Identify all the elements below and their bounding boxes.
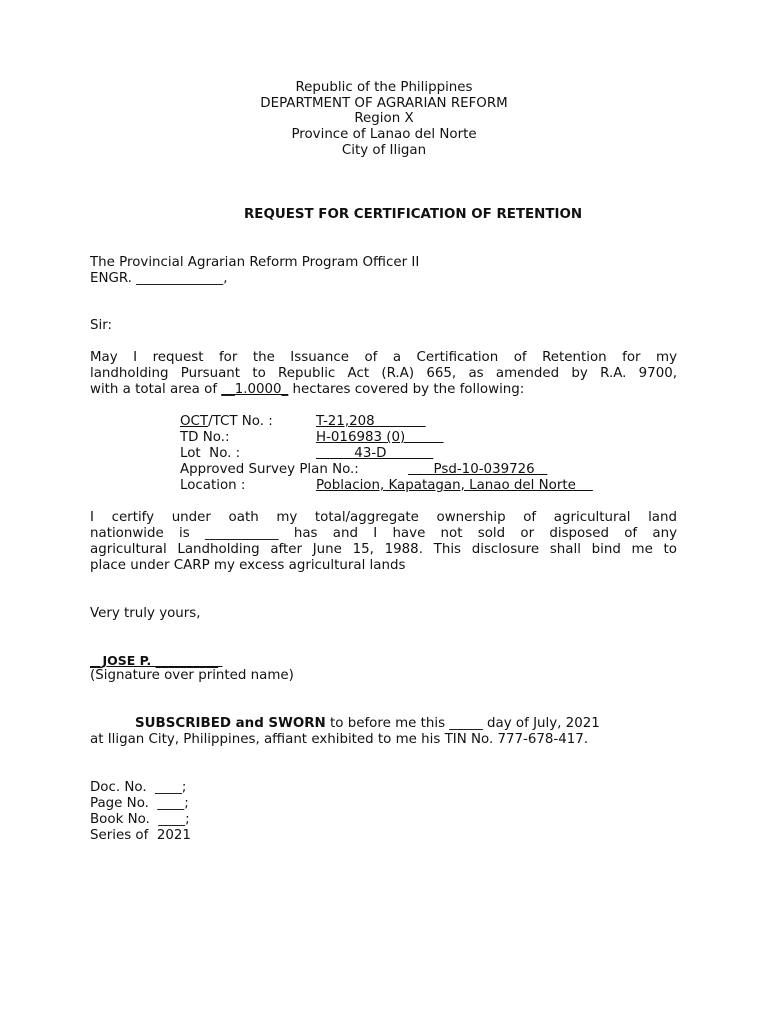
oct-label [180,414,273,430]
closing: Very truly yours, [90,606,201,621]
oct-label-underlined: OCT [180,414,209,429]
document-title: REQUEST FOR CERTIFICATION OF RETENTION [244,207,583,222]
jurat-bold: SUBSCRIBED and SWORN [135,716,326,731]
jurat-line1 [135,716,600,732]
paragraph1-line3 [90,382,524,398]
jurat-line1-rest: to before me this _____ day of July, 2021 [325,716,600,731]
paragraph1-line1: May I request for the Issuance of a Certification of Retention for my [90,350,677,365]
location-value: Poblacion, Kapatagan, Lanao del Norte [316,478,593,493]
signature-name: __JOSE P. __________ [90,653,223,668]
salutation: Sir: [90,318,113,333]
td-label: TD No.: [180,430,230,445]
paragraph1-line2: landholding Pursuant to Republic Act (R.A) 665, as amended by R.A. 9700, [90,366,677,381]
header-province: Province of Lanao del Norte [291,127,477,142]
oct-value: T-21,208 [316,414,426,429]
header-region: Region X [354,111,414,126]
lot-value: 43-D [316,446,434,461]
td-value: H-016983 (0) [316,430,444,445]
location-label: Location : [180,478,246,493]
area-value: __1.0000_ [221,382,289,397]
header-city: City of Iligan [341,143,427,158]
paragraph2-line1: I certify under oath my total/aggregate ownership of agricultural land [90,510,677,525]
header-department: DEPARTMENT OF AGRARIAN REFORM [260,96,508,111]
doc-no: Doc. No. ____; [90,780,187,795]
lot-label: Lot No. : [180,446,241,461]
header-republic: Republic of the Philippines [295,80,473,95]
paragraph2-line2: nationwide is ___________ has and I have not sold or disposed of any [90,526,677,541]
survey-value: Psd-10-039726 [408,462,548,477]
jurat-line2: at Iligan City, Philippines, affiant exhibited to me his TIN No. 777-678-417. [90,732,589,747]
addressee-line2: ENGR. _____________, [90,271,228,286]
book-no: Book No. ____; [90,812,190,827]
area-prefix: with a total area of [90,382,218,397]
paragraph2-line4: place under CARP my excess agricultural lands [90,558,406,573]
page-no: Page No. ____; [90,796,189,811]
series: Series of 2021 [90,828,191,843]
oct-label-rest: /TCT No. : [208,414,273,429]
signature-caption: (Signature over printed name) [90,668,294,683]
paragraph2-line3: agricultural Landholding after June 15, 1988. This disclosure shall bind me to [90,542,677,557]
survey-label: Approved Survey Plan No.: [180,462,359,477]
addressee-line1: The Provincial Agrarian Reform Program Officer II [90,255,420,270]
area-suffix: hectares covered by the following: [292,382,525,397]
